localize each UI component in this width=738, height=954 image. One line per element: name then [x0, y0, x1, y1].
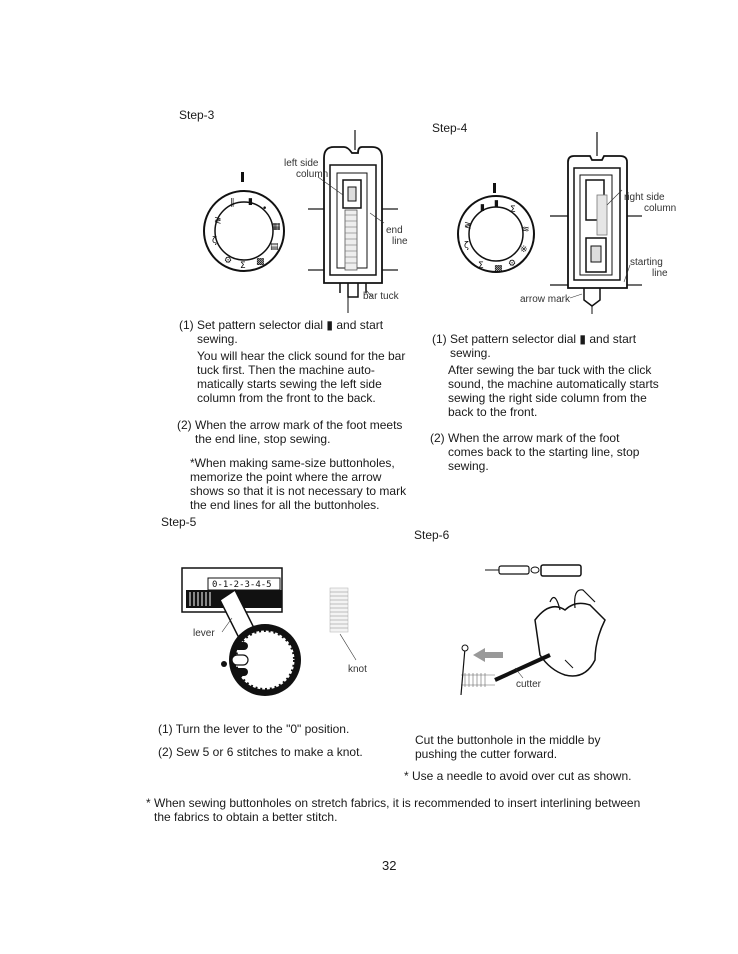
- svg-text:⚙: ⚙: [508, 259, 517, 269]
- dial-pattern-icon: ▮: [579, 332, 587, 346]
- right-side-column-label: right side column: [624, 192, 677, 214]
- step4-figure: [452, 130, 692, 315]
- svg-text:Σ: Σ: [510, 205, 516, 215]
- step3-instr1: (1) Set pattern selector dial ▮ and start sewing.: [179, 318, 384, 346]
- knot-label: knot: [348, 664, 367, 675]
- step3-figure: [200, 125, 430, 315]
- svg-text:▤: ▤: [270, 242, 279, 252]
- step5-heading: Step-5: [161, 515, 197, 529]
- svg-text:▩: ▩: [494, 264, 503, 274]
- svg-text:▮: ▮: [248, 197, 253, 207]
- step6-heading: Step-6: [414, 528, 450, 542]
- footer-note: * When sewing buttonholes on stretch fabrics, it is recommended to insert interlining between the fabrics to obtain a better stitch.: [146, 796, 641, 824]
- step4-instr2: (2) When the arrow mark of the foot comes back to the starting line, stop sewing.: [430, 431, 640, 473]
- step6-instr: Cut the buttonhole in the middle by pushing the cutter forward.: [415, 733, 601, 761]
- dial-pattern-icon: ▮: [326, 318, 334, 332]
- end-line-label: end line: [386, 225, 408, 247]
- svg-text:≷: ≷: [464, 221, 472, 231]
- starting-line-label: starting line: [630, 257, 668, 279]
- step3-instr2: (2) When the arrow mark of the foot meets the end line, stop sewing.: [177, 418, 403, 446]
- arrow-mark-label: arrow mark: [520, 294, 571, 305]
- step4-instr1: (1) Set pattern selector dial ▮ and start sewing.: [432, 332, 637, 360]
- step3-heading: Step-3: [179, 108, 215, 122]
- svg-text:≋: ≋: [522, 225, 530, 235]
- svg-text:∥: ∥: [230, 198, 235, 208]
- svg-text:▩: ▩: [256, 257, 265, 267]
- step3-note: *When making same-size buttonholes, memorize the point where the arrow shows so that it is not necessary to mark the end lines for all the buttonholes.: [190, 456, 407, 512]
- step3-instr1-body: You will hear the click sound for the bar tuck first. Then the machine auto- matically starts sewing the left side column from the front to the back.: [197, 349, 406, 405]
- svg-text:⚙: ⚙: [224, 256, 233, 266]
- page-number: 32: [382, 858, 397, 873]
- svg-text:Σ: Σ: [240, 261, 246, 271]
- svg-text:Σ: Σ: [478, 261, 484, 271]
- svg-text:※: ※: [520, 245, 528, 255]
- step4-heading: Step-4: [432, 121, 468, 135]
- step5-instr1: (1) Turn the lever to the "0" position.: [158, 722, 350, 736]
- svg-text:▦: ▦: [272, 222, 281, 232]
- step6-note: * Use a needle to avoid over cut as shown.: [404, 769, 632, 783]
- svg-text:▮: ▮: [480, 203, 485, 213]
- svg-text:▮: ▮: [494, 199, 499, 209]
- svg-text:ζ: ζ: [464, 241, 469, 251]
- svg-text:ζ: ζ: [212, 236, 217, 246]
- svg-text:≷: ≷: [214, 216, 222, 226]
- lever-label: lever: [193, 628, 215, 639]
- cutter-label: cutter: [516, 679, 542, 690]
- lever-scale: 0-1-2-3-4-5: [212, 580, 272, 590]
- step5-instr2: (2) Sew 5 or 6 stitches to make a knot.: [158, 745, 363, 759]
- bar-tuck-label: bar tuck: [363, 291, 399, 302]
- left-side-column-label: left side column: [284, 158, 329, 180]
- svg-text:•: •: [262, 204, 268, 214]
- step4-instr1-body: After sewing the bar tuck with the click sound, the machine automatically starts sewing the right side column from the back to the front.: [448, 363, 659, 419]
